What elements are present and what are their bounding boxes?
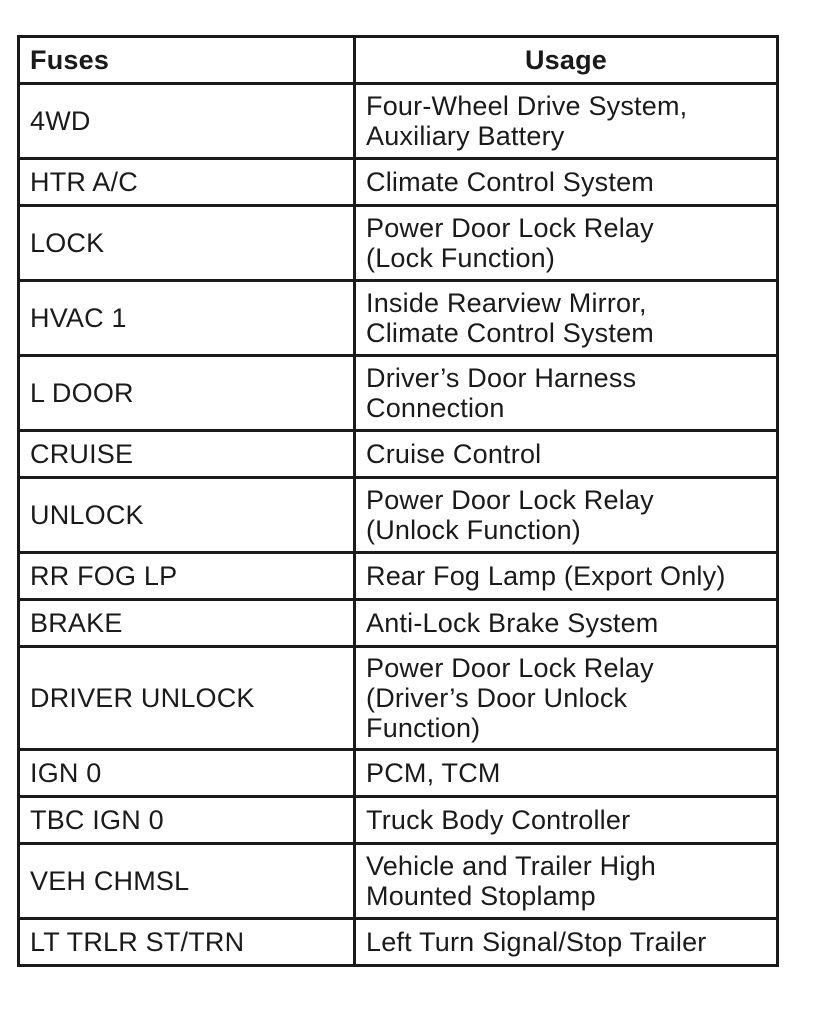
usage-line: Power Door Lock Relay [366, 653, 654, 683]
table-row [19, 281, 778, 356]
fuse-name-cell: HTR A/C [19, 159, 355, 206]
table-row [19, 797, 778, 844]
fuse-usage-cell [355, 431, 778, 478]
usage-line: Cruise Control [366, 439, 542, 469]
fuse-usage-table [17, 35, 779, 967]
fuse-usage-cell [355, 159, 778, 206]
usage-line: Climate Control System [366, 167, 654, 197]
fuse-name-cell: BRAKE [19, 600, 355, 647]
fuse-name-cell: HVAC 1 [19, 281, 355, 356]
table-row [19, 844, 778, 919]
fuse-name-cell: RR FOG LP [19, 553, 355, 600]
usage-line: (Unlock Function) [366, 515, 581, 545]
table-row [19, 600, 778, 647]
fuse-usage-cell [355, 356, 778, 431]
fuse-name-cell: LT TRLR ST/TRN [19, 919, 355, 966]
table-row [19, 553, 778, 600]
fuse-usage-cell [355, 647, 778, 750]
usage-line: Left Turn Signal/Stop Trailer [366, 927, 707, 957]
fuse-name-cell: CRUISE [19, 431, 355, 478]
fuse-name-cell: DRIVER UNLOCK [19, 647, 355, 750]
fuse-name-cell: TBC IGN 0 [19, 797, 355, 844]
fuse-name-cell: LOCK [19, 206, 355, 281]
usage-line: Auxiliary Battery [366, 121, 565, 151]
fuse-usage-cell [355, 919, 778, 966]
usage-line: Four-Wheel Drive System, [366, 91, 688, 121]
fuse-usage-cell [355, 281, 778, 356]
table-body [19, 84, 778, 966]
table-row [19, 647, 778, 750]
header-usage: Usage [355, 37, 778, 84]
fuse-name-cell: UNLOCK [19, 478, 355, 553]
usage-line: Truck Body Controller [366, 805, 631, 835]
header-fuses: Fuses [19, 37, 355, 84]
usage-line: Connection [366, 393, 505, 423]
table-row [19, 478, 778, 553]
fuse-usage-cell [355, 478, 778, 553]
table-row [19, 919, 778, 966]
table-row [19, 431, 778, 478]
usage-line: (Driver’s Door Unlock [366, 683, 628, 713]
table-row [19, 750, 778, 797]
usage-line: Power Door Lock Relay [366, 213, 654, 243]
table-row [19, 356, 778, 431]
fuse-name-cell: 4WD [19, 84, 355, 159]
fuse-name-cell: IGN 0 [19, 750, 355, 797]
usage-line: (Lock Function) [366, 243, 556, 273]
usage-line: Function) [366, 713, 481, 743]
usage-line: Driver’s Door Harness [366, 363, 637, 393]
fuse-name-cell: VEH CHMSL [19, 844, 355, 919]
table-row [19, 159, 778, 206]
usage-line: Power Door Lock Relay [366, 485, 654, 515]
fuse-name-cell: L DOOR [19, 356, 355, 431]
fuse-usage-cell [355, 844, 778, 919]
table-row [19, 206, 778, 281]
fuse-usage-cell [355, 84, 778, 159]
usage-line: Rear Fog Lamp (Export Only) [366, 561, 726, 591]
usage-line: Anti-Lock Brake System [366, 608, 659, 638]
table-header [19, 37, 778, 84]
fuse-usage-cell [355, 797, 778, 844]
usage-line: Climate Control System [366, 318, 654, 348]
fuse-usage-cell [355, 206, 778, 281]
fuse-usage-cell [355, 600, 778, 647]
fuse-usage-cell [355, 750, 778, 797]
usage-line: Inside Rearview Mirror, [366, 288, 647, 318]
header-row [19, 37, 778, 84]
fuse-usage-cell [355, 553, 778, 600]
usage-line: Vehicle and Trailer High [366, 851, 656, 881]
usage-line: PCM, TCM [366, 758, 501, 788]
usage-line: Mounted Stoplamp [366, 881, 596, 911]
table-row [19, 84, 778, 159]
